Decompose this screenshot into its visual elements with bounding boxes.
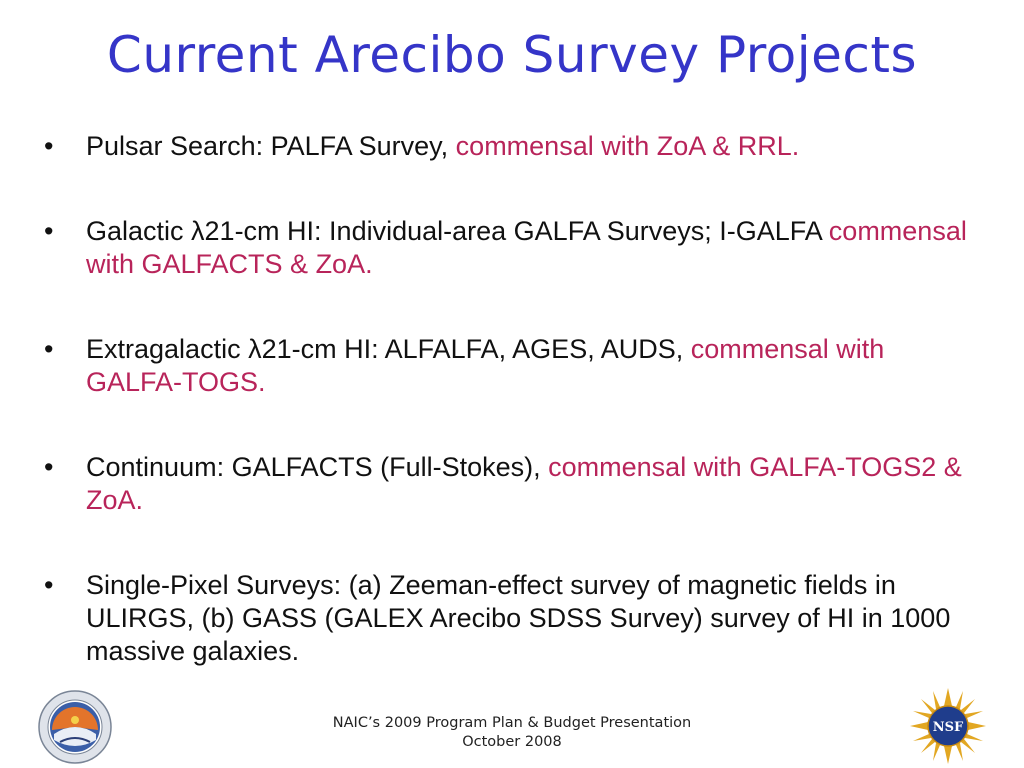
bullet-item <box>44 130 974 163</box>
bullet-text: Extragalactic λ21-cm HI: ALFALFA, AGES, AUDS, <box>86 334 691 364</box>
bullet-highlight: commensal with ZoA & RRL. <box>455 131 800 161</box>
bullet-dot: • <box>44 452 54 482</box>
footer-presentation-title: NAIC’s 2009 Program Plan & Budget Presentation <box>332 715 692 731</box>
bullet-dot: • <box>44 570 54 600</box>
bullet-highlight: commensal with GALFACTS & ZoA. <box>86 216 967 279</box>
bullet-item <box>44 569 974 668</box>
footer <box>0 714 1024 752</box>
bullet-text: Continuum: GALFACTS (Full-Stokes), <box>86 452 549 482</box>
bullet-highlight: commensal with GALFA-TOGS. <box>86 334 885 397</box>
bullet-item <box>44 451 974 517</box>
nsf-logo-text: NSF <box>932 720 964 735</box>
bullet-dot: • <box>44 334 54 364</box>
bullet-list <box>44 130 974 668</box>
bullet-highlight: commensal with GALFA-TOGS2 & ZoA. <box>86 452 962 515</box>
bullet-text: Single-Pixel Surveys: (a) Zeeman-effect survey of magnetic fields in ULIRGS, (b) GASS (GALEX Arecibo SDSS Survey) survey of HI in 1000 massive galaxies. <box>86 570 951 666</box>
footer-date: October 2008 <box>462 734 562 750</box>
bullet-dot: • <box>44 131 54 161</box>
bullet-item <box>44 333 974 399</box>
slide-title: Current Arecibo Survey Projects <box>106 26 918 84</box>
bullet-text: Galactic λ21-cm HI: Individual-area GALFA Surveys; I-GALFA <box>86 216 829 246</box>
nsf-logo-icon <box>908 686 988 766</box>
bullet-dot: • <box>44 216 54 246</box>
bullet-text: Pulsar Search: PALFA Survey, <box>86 131 456 161</box>
bullet-item <box>44 215 974 281</box>
